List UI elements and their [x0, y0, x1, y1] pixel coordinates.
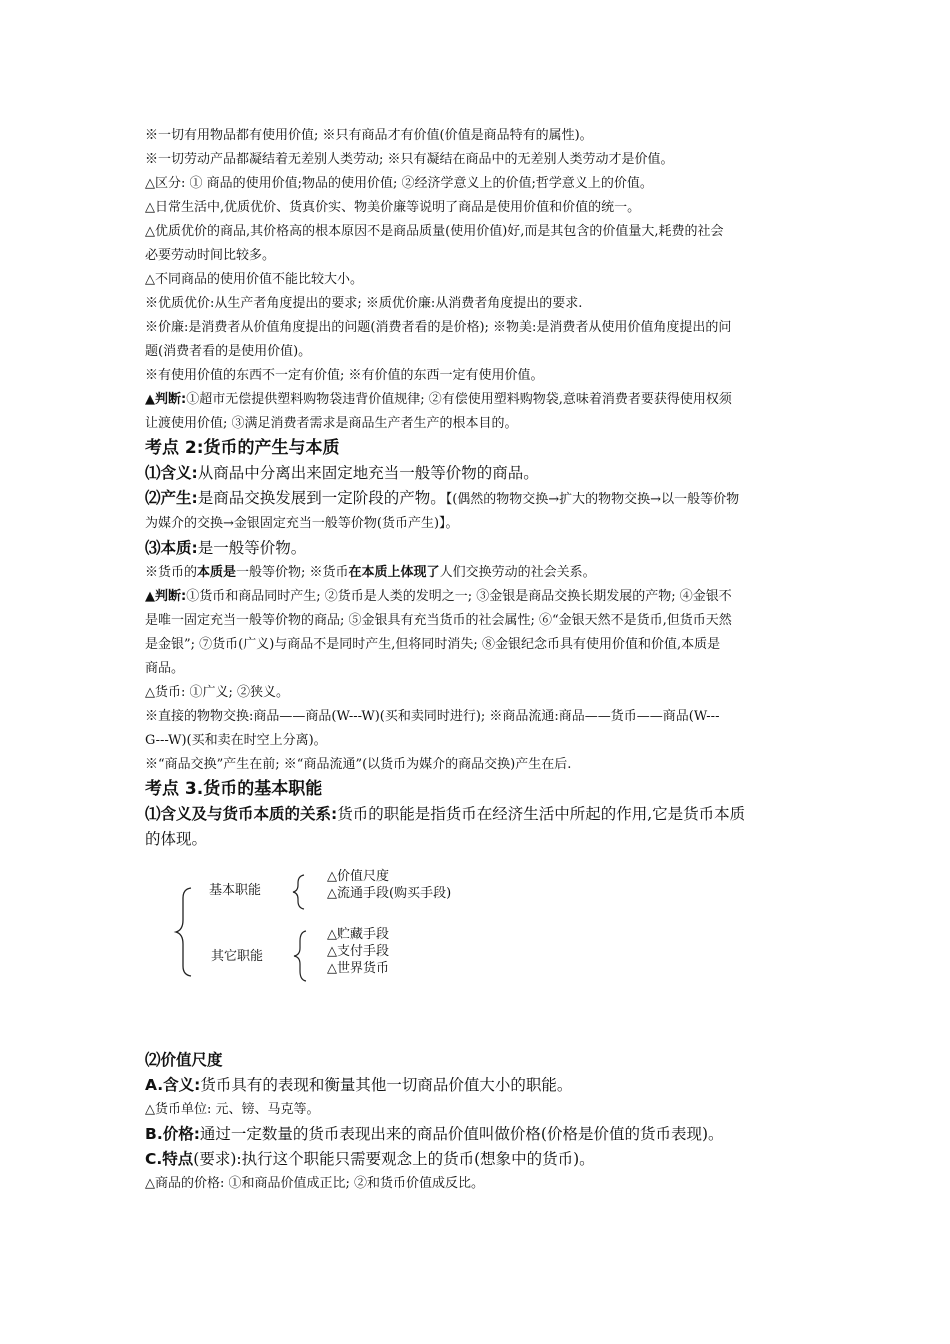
- term-label: A.含义:: [145, 1076, 201, 1094]
- term-text: (要求):执行这个职能只需要观念上的货币(想象中的货币)。: [193, 1150, 595, 1168]
- term-text: 是一般等价物。: [197, 539, 307, 557]
- text-line: △日常生活中,优质优价、货真价实、物美价廉等说明了商品是使用价值和价值的统一。: [145, 200, 641, 215]
- term-label: B.价格:: [145, 1125, 200, 1143]
- judgement-label: ▲判断:: [145, 392, 187, 407]
- emphasis: 在本质上体现了: [348, 565, 440, 580]
- money-functions-diagram: [145, 852, 810, 1048]
- term-label: ⑴含义及与货币本质的关系:: [145, 805, 338, 823]
- text-line: 是唯一固定充当一般等价物的商品; ⑤金银具有充当货币的社会属性; ⑥“金银天然不是货币,但货币天然: [145, 613, 732, 628]
- term-text: 是商品交换发展到一定阶段的产物。: [197, 489, 446, 507]
- text-line: △货币单位: 元、镑、马克等。: [145, 1102, 320, 1117]
- term-note: 【(偶然的物物交换→扩大的物物交换→以一般等价物: [445, 492, 740, 507]
- basic-functions-label: 基本职能: [209, 883, 262, 898]
- text-line: △优质优价的商品,其价格高的根本原因不是商品质量(使用价值)好,而是其包含的价值量大,耗费的社会: [145, 224, 724, 239]
- basic-brace: [293, 875, 304, 909]
- term-label: ⑵产生:: [145, 489, 198, 507]
- text-line: 商品。: [145, 661, 185, 676]
- term-label: ⑶本质:: [145, 539, 198, 557]
- text-line: G---W)(买和卖在时空上分离)。: [145, 733, 327, 748]
- subsection-heading-value-measure: ⑵价值尺度: [145, 1051, 223, 1069]
- text-line: 为媒介的交换→金银固定充当一般等价物(货币产生)】。: [145, 516, 459, 531]
- text-fragment: 一般等价物; ※货币: [236, 565, 349, 580]
- term-text: 货币的职能是指货币在经济生活中所起的作用,它是货币本质: [337, 805, 746, 823]
- judgement-paragraph-1: [145, 388, 810, 412]
- text-line: △商品的价格: ①和商品价值成正比; ②和货币价值成反比。: [145, 1176, 485, 1191]
- text-line: ※直接的物物交换:商品——商品(W---W)(买和卖同时进行); ※商品流通:商品——货币——商品(W---: [145, 709, 720, 724]
- judgement-text: ①超市无偿提供塑料购物袋违背价值规律; ②有偿使用塑料购物袋,意味着消费者要获得使用权须: [186, 392, 732, 407]
- definition-line: [145, 461, 810, 486]
- text-line: △不同商品的使用价值不能比较大小。: [145, 272, 363, 287]
- term-label: ⑴含义:: [145, 464, 198, 482]
- text-line: △货币: ①广义; ②狭义。: [145, 685, 290, 700]
- price-line: [145, 1122, 810, 1147]
- text-line: 让渡使用价值; ③满足消费者需求是商品生产者生产的根本目的。: [145, 416, 518, 431]
- term-text: 通过一定数量的货币表现出来的商品价值叫做价格(价格是价值的货币表现)。: [199, 1125, 724, 1143]
- term-text: 货币具有的表现和衡量其他一切商品价值大小的职能。: [200, 1076, 573, 1094]
- text-line: 的体现。: [145, 830, 208, 848]
- text-line: ※价廉:是消费者从价值角度提出的问题(消费者看的是价格); ※物美:是消费者从使用价值角度提出的问: [145, 320, 732, 335]
- outer-brace: [176, 888, 191, 976]
- judgement-label: ▲判断:: [145, 589, 187, 604]
- meaning-line: [145, 1073, 810, 1098]
- essence-line: [145, 536, 810, 561]
- text-line: ※“商品交换”产生在前; ※“商品流通”(以货币为媒介的商品交换)产生在后.: [145, 757, 572, 772]
- judgement-text: ①货币和商品同时产生; ②货币是人类的发明之一; ③金银是商品交换长期发展的产物; ④金银不: [186, 589, 732, 604]
- term-label: C.特点: [145, 1150, 194, 1168]
- basic-function-item: △价值尺度: [327, 869, 389, 884]
- other-function-item: △世界货币: [327, 961, 389, 976]
- basic-function-item: △流通手段(购买手段): [327, 886, 452, 901]
- text-fragment: ※货币的: [145, 565, 198, 580]
- essence-note: [145, 561, 810, 585]
- text-line: ※一切劳动产品都凝结着无差别人类劳动; ※只有凝结在商品中的无差别人类劳动才是价值。: [145, 152, 674, 167]
- text-fragment: 人们交换劳动的社会关系。: [439, 565, 596, 580]
- text-line: △区分: ① 商品的使用价值;物品的使用价值; ②经济学意义上的价值;哲学意义上的价值。: [145, 176, 653, 191]
- feature-line: [145, 1147, 810, 1172]
- other-functions-label: 其它职能: [211, 949, 264, 964]
- text-line: ※优质优价:从生产者角度提出的要求; ※质优价廉:从消费者角度提出的要求.: [145, 296, 583, 311]
- section-heading-kp3: 考点 3.货币的基本职能: [145, 779, 323, 799]
- text-line: ※一切有用物品都有使用价值; ※只有商品才有价值(价值是商品特有的属性)。: [145, 128, 593, 143]
- text-line: 是金银”; ⑦货币(广义)与商品不是同时产生,但将同时消失; ⑧金银纪念币具有使用价值和价值,本质是: [145, 637, 721, 652]
- origin-line: [145, 486, 810, 512]
- judgement-paragraph-2: [145, 585, 810, 609]
- functions-definition: [145, 802, 810, 827]
- other-brace: [294, 931, 306, 981]
- text-line: 题(消费者看的是使用价值)。: [145, 344, 312, 359]
- text-line: ※有使用价值的东西不一定有价值; ※有价值的东西一定有使用价值。: [145, 368, 544, 383]
- other-function-item: △支付手段: [327, 944, 389, 959]
- document-page: [145, 124, 810, 1196]
- term-text: 从商品中分离出来固定地充当一般等价物的商品。: [197, 464, 539, 482]
- emphasis: 本质是: [197, 565, 237, 580]
- section-heading-kp2: 考点 2:货币的产生与本质: [145, 438, 340, 458]
- other-function-item: △贮藏手段: [327, 927, 389, 942]
- text-line: 必要劳动时间比较多。: [145, 248, 276, 263]
